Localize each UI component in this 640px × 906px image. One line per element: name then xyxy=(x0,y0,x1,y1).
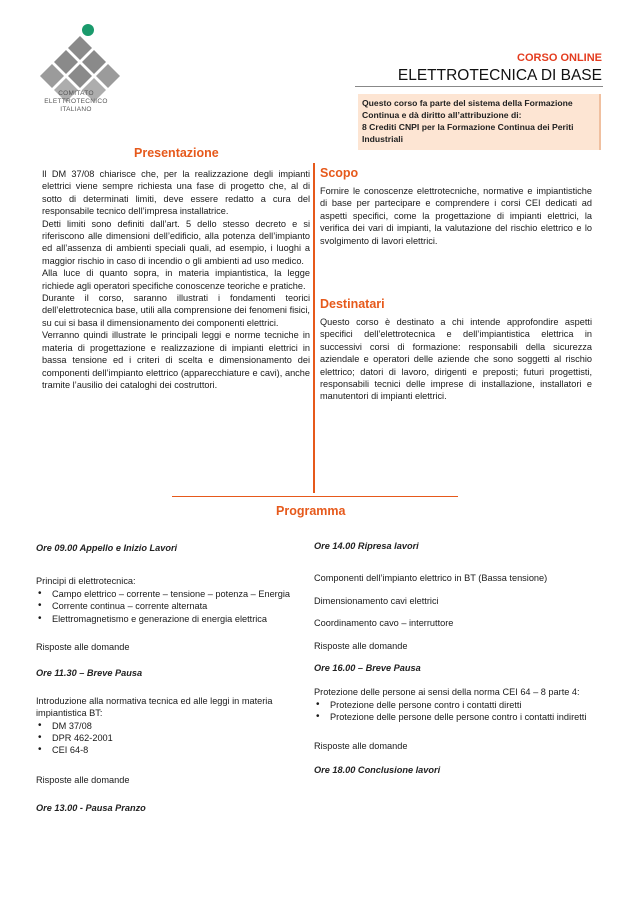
topic-item: Dimensionamento cavi elettrici xyxy=(314,595,439,606)
topic-item: Componenti dell’impianto elettrico in BT (Bassa tensione) xyxy=(314,573,548,584)
topic-item: Coordinamento cavo – interruttore xyxy=(314,618,454,629)
credit-line-4: Industriali xyxy=(362,134,404,144)
list-item: • Protezione delle persone contro i contatti diretti xyxy=(314,699,600,711)
column-divider xyxy=(313,163,315,493)
logo-line-3: ITALIANO xyxy=(60,106,92,113)
qa-item: Risposte alle domande xyxy=(36,642,130,653)
list-item: • Elettromagnetismo e generazione di energia elettrica xyxy=(36,613,298,625)
presentazione-title: Presentazione xyxy=(134,146,219,160)
time-slot: Ore 16.00 – Breve Pausa xyxy=(314,663,421,674)
presentazione-paragraph: Il DM 37/08 chiarisce che, per la realizzazione degli impianti elettrici viene sempre richiesta una fase di progetto che, al di sotto di determinati limiti, deve essere redatto a cura del responsabile tecnico dell’impresa installatrice. xyxy=(42,169,310,217)
logo-green-dot xyxy=(82,24,94,36)
logo-line-1: COMITATO xyxy=(58,90,94,97)
section-divider xyxy=(172,496,458,497)
logo-text xyxy=(36,90,116,114)
header-divider xyxy=(355,86,603,87)
presentazione-paragraph: Detti limiti sono definiti dall’art. 5 dello stesso decreto e si riferiscono alle dimensioni dell’edificio, alla potenza dell’impianto ed all’assenza di ambienti speciali quali, ad esempio, i luoghi a maggior rischio in caso di incendio o gli ambienti ad uso medico. xyxy=(42,218,310,266)
credit-line-2: Continua e dà diritto all’attribuzione di: xyxy=(362,110,522,120)
list-item: • DPR 462-2001 xyxy=(36,732,298,744)
credit-line-3: 8 Crediti CNPI per la Formazione Continua dei Periti xyxy=(362,122,574,132)
topic-heading: Protezione delle persone ai sensi della norma CEI 64 – 8 parte 4: xyxy=(314,687,580,698)
list-item: • DM 37/08 xyxy=(36,720,298,732)
course-tag: CORSO ONLINE xyxy=(517,52,602,64)
topic-list xyxy=(36,720,298,757)
time-slot: Ore 14.00 Ripresa lavori xyxy=(314,541,419,551)
presentazione-paragraph: Alla luce di quanto sopra, in materia impiantistica, la legge richiede agli operatori specifiche conoscenze teoriche e pratiche. xyxy=(42,268,310,291)
topic-heading: Principi di elettrotecnica: xyxy=(36,576,136,587)
list-item: • Campo elettrico – corrente – tensione – potenza – Energia xyxy=(36,588,298,600)
qa-item: Risposte alle domande xyxy=(36,774,130,785)
list-item: • Corrente continua – corrente alternata xyxy=(36,600,298,612)
credit-line-1: Questo corso fa parte del sistema della Formazione xyxy=(362,98,573,108)
topic-list xyxy=(36,588,298,625)
destinatari-text: Questo corso è destinato a chi intende approfondire aspetti specifici dell’elettrotecnica e dell’impiantistica elettrica in successivi corsi di formazione: responsabili della sicurezza aziendale e operatori delle aziende che sono soggetti al rischio elettrico; datori di lavoro, dirigenti e preposti; futuri progettisti, responsabili tecnici delle imprese di installazione, installatori e manutentori di impianti elettrici. xyxy=(320,317,592,402)
logo-line-2: ELETTROTECNICO xyxy=(44,98,108,105)
time-slot: Ore 13.00 - Pausa Pranzo xyxy=(36,803,146,814)
topic-list xyxy=(314,699,600,724)
presentazione-paragraph: Verranno quindi illustrate le principali leggi e norme tecniche in materia di progettazione e realizzazione di impianti elettrici in bassa tensione ed i criteri di scelta e dimensionamento dei componenti dell’impianto elettrico (apparecchiature e cavi), anche tramite l’ausilio dei cataloghi dei costruttori. xyxy=(42,330,310,390)
list-item: • CEI 64-8 xyxy=(36,744,298,756)
time-slot: Ore 18.00 Conclusione lavori xyxy=(314,765,441,776)
time-slot: Ore 09.00 Appello e Inizio Lavori xyxy=(36,543,178,553)
time-slot: Ore 11.30 – Breve Pausa xyxy=(36,668,143,679)
qa-item: Risposte alle domande xyxy=(314,640,408,651)
scopo-title: Scopo xyxy=(320,166,359,180)
programma-title: Programma xyxy=(276,504,346,518)
list-item: • Protezione delle persone delle persone contro i contatti indiretti xyxy=(314,711,600,723)
topic-heading: Introduzione alla normativa tecnica ed alle leggi in materia impiantistica BT: xyxy=(36,695,273,719)
presentazione-text xyxy=(42,168,310,391)
programma-afternoon xyxy=(314,540,600,776)
credit-box xyxy=(358,94,601,150)
course-header xyxy=(398,52,602,85)
presentazione-paragraph: Durante il corso, saranno illustrati i fondamenti teorici dell’elettrotecnica base, utili alla comprensione dei fenomeni fisici, su cui si basa il dimensionamento dei componenti elettrici. xyxy=(42,293,310,328)
course-title: ELETTROTECNICA DI BASE xyxy=(397,67,602,84)
programma-morning xyxy=(36,542,298,815)
qa-item: Risposte alle domande xyxy=(314,740,408,751)
destinatari-title: Destinatari xyxy=(320,297,385,311)
scopo-text: Fornire le conoscenze elettrotecniche, normative e impiantistiche di base per partecipare e comprendere i corsi CEI dedicati ad aspetti specifici, come la progettazione di impianti elettrici, la verifica dei vari di impianti, la valutazione del rischio elettrico e lo svolgimento di lavori elettrici. xyxy=(320,186,592,246)
